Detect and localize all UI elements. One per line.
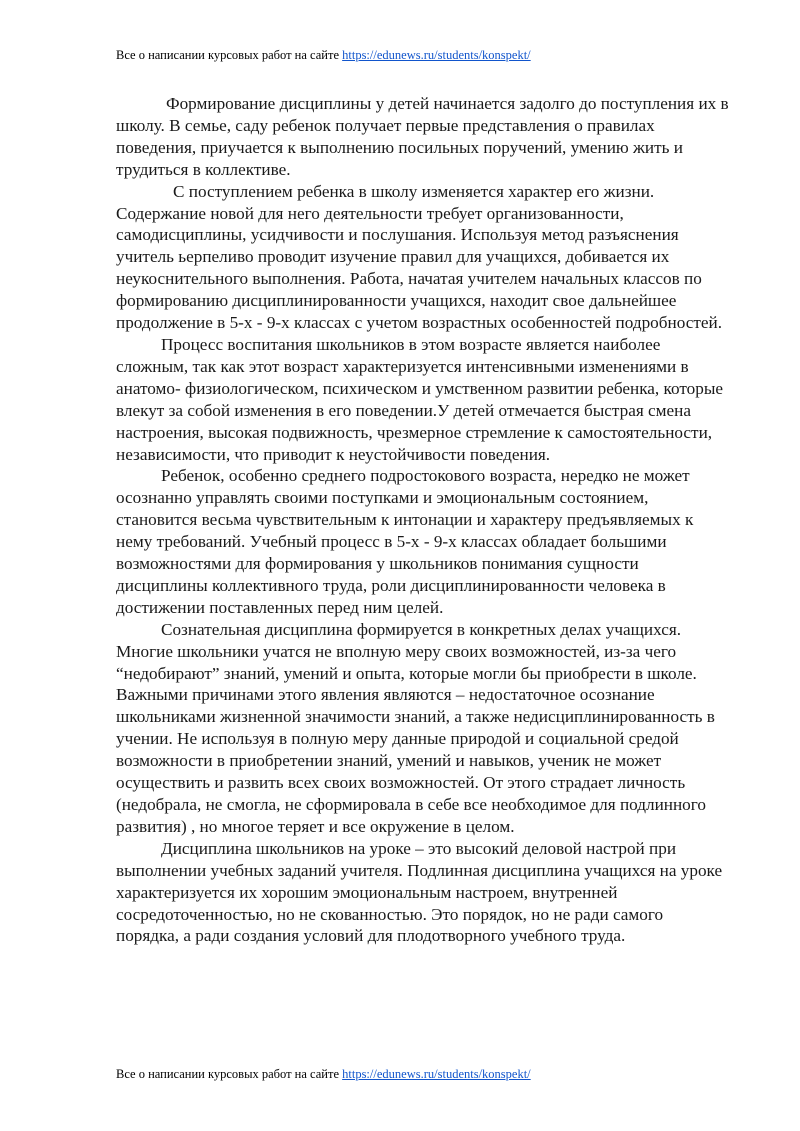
- page-header: [116, 48, 531, 63]
- footer-link[interactable]: https://edunews.ru/students/konspekt/: [342, 1067, 531, 1081]
- header-text: Все о написании курсовых работ на сайте: [116, 48, 343, 62]
- paragraph-2: С поступлением ребенка в школу изменяется характер его жизни. Содержание новой для него деятельности требует организованности, самодисциплины, усидчивости и послушания. Используя метод разъяснения учитель ьерпеливо проводит изучение правил для учащихся, добивается их неукоснительного выполнения. Работа, начатая учителем начальных классов по формированию дисциплинированности учащихся, находит свое дальнейшее продолжение в 5-х - 9-х классах с учетом возрастных особенностей подробностей.: [116, 181, 722, 333]
- header-link[interactable]: https://edunews.ru/students/konspekt/: [342, 48, 531, 62]
- paragraph-3: Процесс воспитания школьников в этом возрасте является наиболее сложным, так как этот возраст характеризуется интенсивными изменениями в анатомо- физиологическом, психическом и умственном развитии ребенка, которые влекут за собой изменения в его поведении.У детей отмечается быстрая смена настроения, высокая подвижность, чрезмерное стремление к самостоятельности, независимости, что приводит к неустойчивости поведения.: [116, 334, 724, 464]
- footer-text: Все о написании курсовых работ на сайте: [116, 1067, 343, 1081]
- paragraph-6: Дисциплина школьников на уроке – это высокий деловой настрой при выполнении учебных заданий учителя. Подлинная дисциплина учащихся на уроке характеризуется их хорошим эмоциональным настроем, внутренней сосредоточенностью, но не скованностью. Это порядок, но не ради самого порядка, а ради создания условий для плодотворного учебного труда.: [116, 838, 723, 946]
- paragraph-1: Формирование дисциплины у детей начинается задолго до поступления их в школу. В семье, саду ребенок получает первые представления о правилах поведения, приучается к выполнению посильных поручений, умению жить и трудиться в коллективе.: [116, 94, 729, 179]
- page-footer: [116, 1067, 531, 1082]
- paragraph-5: Сознательная дисциплина формируется в конкретных делах учащихся. Многие школьники учатся не вполную меру своих возможностей, из-за чего “недобирают” знаний, умений и опыта, которые могли бы приобрести в школе. Важными причинами этого явления являются – недостаточное осознание школьниками жизненной значимости знаний, а также недисциплинированность в учении. Не используя в полную меру данные природой и социальной средой возможности в приобретении знаний, умений и навыков, ученик не может осуществить и развить всех своих возможностей. От этого страдает личность (недобрала, не смогла, не сформировала в себе все необходимое для подлинного развития) , но многое теряет и все окружение в целом.: [116, 619, 715, 836]
- document-body: [116, 93, 730, 947]
- paragraph-4: Ребенок, особенно среднего подростокового возраста, нередко не может осознанно управлять своими поступками и эмоциональным состоянием, становится весьма чувствительным к интонации и характеру предъявляемых к нему требований. Учебный процесс в 5-х - 9-х классах обладает большими возможностями для формирования у школьников понимания сущности дисциплины коллективного труда, роли дисциплинированности человека в достижении поставленных перед ним целей.: [116, 466, 694, 617]
